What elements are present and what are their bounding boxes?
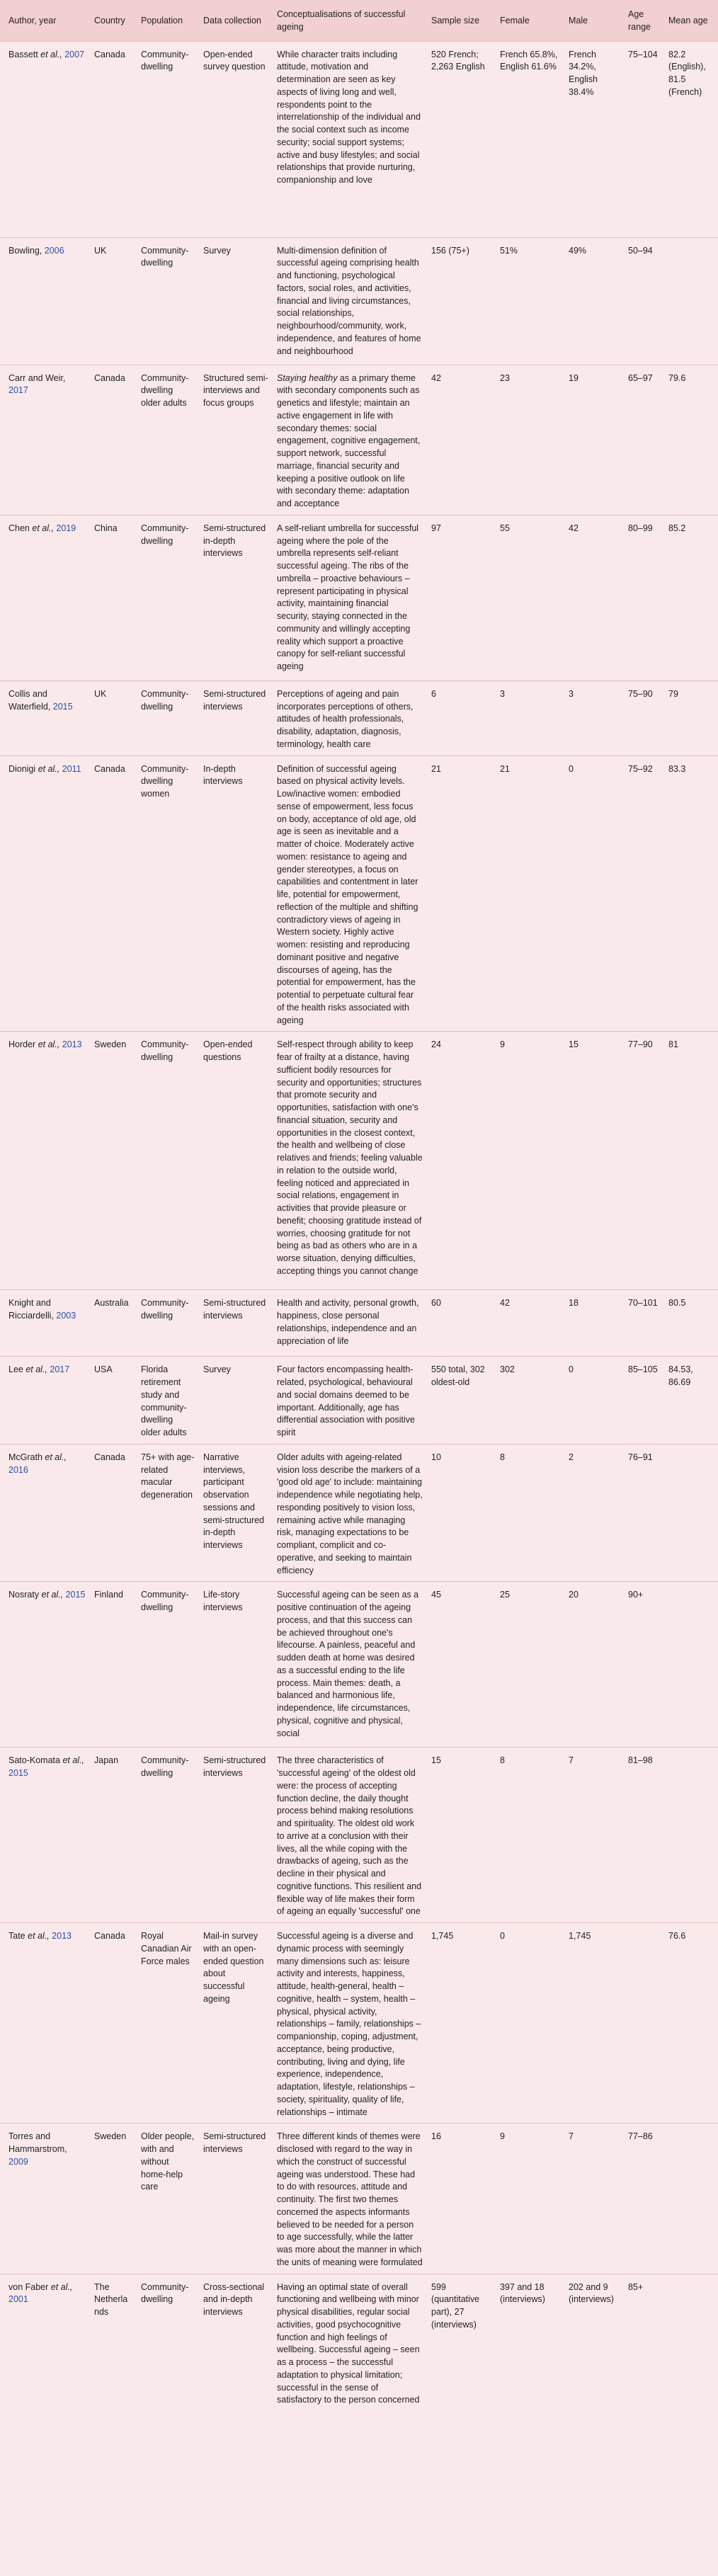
table-row	[0, 515, 718, 680]
cell-population: 75+ with age-related macular degeneration	[137, 1444, 199, 1582]
author-name: Chen	[8, 523, 30, 533]
author-etal: et al.,	[23, 1364, 47, 1375]
author-name: Bowling,	[8, 245, 42, 256]
cell-male: French 34.2%, English 38.4%	[564, 41, 624, 237]
cell-male: 202 and 9 (interviews)	[564, 2274, 624, 2411]
cell-population: Community-dwelling	[137, 41, 199, 237]
cell-conceptualisation	[273, 1032, 427, 1290]
cell-population: Royal Canadian Air Force males	[137, 1923, 199, 2124]
cell-mean-age: 82.2 (English), 81.5 (French)	[664, 41, 718, 237]
cell-sample-size: 10	[427, 1444, 496, 1582]
cell-country: Sweden	[90, 1032, 137, 1290]
cell-age-range: 77–86	[624, 2124, 664, 2274]
cell-mean-age	[664, 1582, 718, 1748]
header-sample-size: Sample size	[427, 0, 496, 41]
cell-female: 8	[496, 1748, 564, 1923]
cell-sample-size: 45	[427, 1582, 496, 1748]
table-row	[0, 2274, 718, 2411]
table-row	[0, 1582, 718, 1748]
author-name: Dionigi	[8, 763, 36, 774]
author-etal: et al.,	[38, 49, 62, 59]
cell-sample-size: 550 total, 302 oldest-old	[427, 1357, 496, 1444]
citation-year-link[interactable]: 2013	[62, 1039, 82, 1050]
cell-male: 18	[564, 1290, 624, 1357]
cell-mean-age: 79	[664, 680, 718, 756]
cell-population: Community-dwelling	[137, 1748, 199, 1923]
concept-emphasis: Staying healthy	[277, 372, 338, 383]
concept-text: Successful ageing can be seen as a positive continuation of the ageing process, and that this success can be achieved throughout one's lifecourse. A painless, peaceful and sudden death at home was desired as a successful ending to the life process. Main themes: death, a balanced and harmonious life, independence, life circumstances, physical, cognitive and physical, social	[277, 1590, 419, 1738]
header-data-collection: Data collection	[199, 0, 273, 41]
header-female: Female	[496, 0, 564, 41]
concept-text: The three characteristics of 'successful ageing' of the oldest old were: the process of accepting function decline, the daily thought process behind making resolutions and spirituality. The oldest old work to arrive at a conclusion with their lives, all the while coping with the drawbacks of ageing, such as the decline in their physical and cognitive functions. This resilient and flexible way of life makes their form of ageing an equally 'successful' one	[277, 1755, 422, 1917]
cell-country: Canada	[90, 365, 137, 515]
header-male: Male	[564, 0, 624, 41]
cell-age-range: 75–92	[624, 756, 664, 1032]
cell-population: Community-dwelling	[137, 2274, 199, 2411]
cell-female: 9	[496, 2124, 564, 2274]
cell-sample-size: 97	[427, 515, 496, 680]
cell-mean-age: 80.5	[664, 1290, 718, 1357]
concept-text: Older adults with ageing-related vision loss describe the markers of a 'good old age' to include: maintaining independence while negotiating help, responding positively to vision loss, remaining active while managing risk, managing expectations to be compliant, complicit and co-operative, and seeking to maintain efficiency	[277, 1452, 423, 1575]
cell-country: Canada	[90, 41, 137, 237]
cell-country: UK	[90, 237, 137, 365]
cell-male: 42	[564, 515, 624, 680]
cell-age-range: 81–98	[624, 1748, 664, 1923]
cell-conceptualisation	[273, 1748, 427, 1923]
table-row	[0, 1748, 718, 1923]
cell-age-range: 85+	[624, 2274, 664, 2411]
cell-data-collection: In-depth interviews	[199, 756, 273, 1032]
cell-population: Community-dwelling	[137, 237, 199, 365]
author-name: Horder	[8, 1039, 36, 1050]
cell-country: Sweden	[90, 2124, 137, 2274]
cell-author-year	[0, 1357, 90, 1444]
table-row	[0, 680, 718, 756]
cell-conceptualisation	[273, 365, 427, 515]
cell-data-collection: Semi-structured interviews	[199, 2124, 273, 2274]
cell-author-year	[0, 1032, 90, 1290]
author-name: McGrath	[8, 1452, 42, 1462]
author-etal: et al.,	[59, 1755, 85, 1766]
cell-female: 0	[496, 1923, 564, 2124]
cell-mean-age: 81	[664, 1032, 718, 1290]
cell-male: 49%	[564, 237, 624, 365]
cell-male: 20	[564, 1582, 624, 1748]
cell-population: Community-dwelling	[137, 1582, 199, 1748]
cell-author-year	[0, 2274, 90, 2411]
cell-conceptualisation	[273, 680, 427, 756]
cell-population: Community-dwelling older adults	[137, 365, 199, 515]
concept-text: Three different kinds of themes were disclosed with regard to the way in which the construct of successful ageing was understood. These had to do with resources, attitude and continuity. The first two themes concerned the aspects informants believed to be needed for a person to age successfully, while the latter was more about the manner in which the units of meaning were formulated	[277, 2131, 423, 2267]
cell-mean-age	[664, 1444, 718, 1582]
cell-country: Canada	[90, 1444, 137, 1582]
cell-data-collection: Survey	[199, 1357, 273, 1444]
cell-sample-size: 16	[427, 2124, 496, 2274]
citation-year-link[interactable]: 2015	[52, 701, 73, 712]
table-row	[0, 2124, 718, 2274]
table-row	[0, 756, 718, 1032]
cell-age-range: 76–91	[624, 1444, 664, 1582]
cell-mean-age: 76.6	[664, 1923, 718, 2124]
cell-mean-age: 84.53, 86.69	[664, 1357, 718, 1444]
table-row	[0, 1923, 718, 2124]
header-author-year: Author, year	[0, 0, 90, 41]
cell-male: 15	[564, 1032, 624, 1290]
cell-country: Finland	[90, 1582, 137, 1748]
citation-year-link[interactable]: 2016	[8, 1464, 28, 1475]
author-etal: et al.,	[35, 763, 60, 774]
cell-conceptualisation	[273, 756, 427, 1032]
cell-author-year	[0, 1290, 90, 1357]
header-country: Country	[90, 0, 137, 41]
cell-sample-size: 156 (75+)	[427, 237, 496, 365]
cell-country: Canada	[90, 1923, 137, 2124]
cell-age-range: 50–94	[624, 237, 664, 365]
cell-author-year	[0, 237, 90, 365]
author-name: Knight and Ricciardelli,	[8, 1298, 54, 1321]
cell-data-collection: Semi-structured interviews	[199, 680, 273, 756]
cell-mean-age: 79.6	[664, 365, 718, 515]
cell-conceptualisation	[273, 1923, 427, 2124]
cell-country: China	[90, 515, 137, 680]
cell-author-year	[0, 515, 90, 680]
cell-sample-size: 6	[427, 680, 496, 756]
concept-text: Health and activity, personal growth, happiness, close personal relationships, independence and an appreciation of life	[277, 1298, 419, 1346]
cell-sample-size: 60	[427, 1290, 496, 1357]
cell-data-collection: Survey	[199, 237, 273, 365]
author-etal: et al.,	[39, 1590, 64, 1600]
cell-country: USA	[90, 1357, 137, 1444]
concept-text: Having an optimal state of overall functioning and wellbeing with minor physical disabilities, regular social activities, good psychocognitive function and high feelings of wellbeing. Successful ageing – seen as a process – the successful adaptation to physical limitation; successful in the sense of satisfactory to the person concerned	[277, 2281, 420, 2405]
author-etal: et al.,	[48, 2281, 73, 2292]
cell-population: Community-dwelling	[137, 515, 199, 680]
cell-conceptualisation	[273, 2124, 427, 2274]
cell-female: 8	[496, 1444, 564, 1582]
cell-author-year	[0, 756, 90, 1032]
concept-text: Self-respect through ability to keep fear of frailty at a distance, having sufficient bodily resources for security and opportunities; structures that promote security and opportunities, satisfaction with one's financial situation, security and opportunities in the closest context, the health and wellbeing of close relatives and friends; feeling valuable in relation to the outside world, feeling noticed and appreciated in social relations, engagement in activities that provide pleasure or benefit; choosing gratitude instead of worries, choosing gratitude for not being as bad as others who are in a worse situation, denying difficulties, accepting things you cannot change	[277, 1039, 423, 1276]
cell-conceptualisation	[273, 1582, 427, 1748]
citation-year-link[interactable]: 2017	[8, 385, 28, 396]
cell-conceptualisation	[273, 515, 427, 680]
cell-female: 9	[496, 1032, 564, 1290]
cell-conceptualisation	[273, 41, 427, 237]
header-population: Population	[137, 0, 199, 41]
cell-male: 3	[564, 680, 624, 756]
author-name: Nosraty	[8, 1590, 40, 1600]
concept-text: Definition of successful ageing based on physical activity levels. Low/inactive women: embodied sense of empowerment, less focus on body, acceptance of old age, old age is seen as inevitable and a matter of choice. Moderately active women: resistance to ageing and gender stereotypes, a focus on capabilities and contentment in later life, potential for empowerment, reflection of the multiple and shifting contradictory views of ageing in Western society. Highly active women: resisting and reproducing dominant positive and negative discourses of ageing, has the potential for empowerment, has the potential to perpetuate cultural fear of the health risks associated with ageing	[277, 763, 418, 1025]
author-etal: et al.,	[42, 1452, 67, 1462]
cell-female: 21	[496, 756, 564, 1032]
cell-age-range: 65–97	[624, 365, 664, 515]
cell-data-collection: Open-ended questions	[199, 1032, 273, 1290]
cell-conceptualisation	[273, 1290, 427, 1357]
citation-year-link[interactable]: 2003	[56, 1311, 76, 1321]
table-row	[0, 1357, 718, 1444]
author-name: von Faber	[8, 2281, 49, 2292]
cell-data-collection: Narrative interviews, participant observation sessions and semi-structured in-depth interviews	[199, 1444, 273, 1582]
cell-mean-age	[664, 1748, 718, 1923]
header-conceptualisation: Conceptualisations of successful ageing	[273, 0, 427, 41]
citation-year-link[interactable]: 2009	[8, 2156, 28, 2167]
cell-age-range: 77–90	[624, 1032, 664, 1290]
cell-data-collection: Structured semi-interviews and focus groups	[199, 365, 273, 515]
cell-male: 0	[564, 756, 624, 1032]
cell-population: Community-dwelling	[137, 680, 199, 756]
cell-data-collection: Life-story interviews	[199, 1582, 273, 1748]
cell-population: Florida retirement study and community-dwelling older adults	[137, 1357, 199, 1444]
cell-author-year	[0, 1748, 90, 1923]
concept-text: Multi-dimension definition of successful ageing comprising health and functioning, psychological factors, social roles, and activities, financial and living circumstances, social relationships, neighbourhood/community, work, independence, and features of home and neighbourhood	[277, 245, 421, 356]
cell-population: Community-dwelling women	[137, 756, 199, 1032]
cell-age-range: 70–101	[624, 1290, 664, 1357]
cell-author-year	[0, 1923, 90, 2124]
cell-country: UK	[90, 680, 137, 756]
cell-female: 397 and 18 (interviews)	[496, 2274, 564, 2411]
citation-year-link[interactable]: 2015	[65, 1590, 86, 1600]
cell-age-range: 80–99	[624, 515, 664, 680]
cell-country: Japan	[90, 1748, 137, 1923]
cell-age-range	[624, 1923, 664, 2124]
cell-conceptualisation	[273, 2274, 427, 2411]
cell-male: 7	[564, 1748, 624, 1923]
citation-year-link[interactable]: 2013	[52, 1931, 72, 1941]
cell-conceptualisation	[273, 237, 427, 365]
citation-year-link[interactable]: 2011	[62, 763, 81, 774]
cell-sample-size: 21	[427, 756, 496, 1032]
cell-female: 3	[496, 680, 564, 756]
cell-female: 23	[496, 365, 564, 515]
cell-female: 42	[496, 1290, 564, 1357]
cell-data-collection: Semi-structured interviews	[199, 1290, 273, 1357]
cell-female: 25	[496, 1582, 564, 1748]
cell-author-year	[0, 41, 90, 237]
author-name: Sato-Komata	[8, 1755, 60, 1766]
cell-mean-age	[664, 237, 718, 365]
table-row	[0, 41, 718, 237]
table-row	[0, 365, 718, 515]
cell-age-range: 75–90	[624, 680, 664, 756]
cell-mean-age	[664, 2274, 718, 2411]
concept-text: Perceptions of ageing and pain incorporates perceptions of others, attitudes of health professionals, disability, adaptation, diagnosis, terminology, health care	[277, 688, 414, 749]
cell-data-collection: Semi-structured interviews	[199, 1748, 273, 1923]
cell-sample-size: 520 French; 2,263 English	[427, 41, 496, 237]
cell-male: 19	[564, 365, 624, 515]
cell-data-collection: Open-ended survey question	[199, 41, 273, 237]
cell-author-year	[0, 680, 90, 756]
cell-data-collection: Mail-in survey with an open-ended question about successful ageing	[199, 1923, 273, 2124]
author-name: Bassett	[8, 49, 38, 59]
cell-conceptualisation	[273, 1444, 427, 1582]
header-mean-age: Mean age	[664, 0, 718, 41]
author-name: Torres and Hammarstrom,	[8, 2131, 67, 2154]
cell-population: Older people, with and without home-help care	[137, 2124, 199, 2274]
cell-male: 2	[564, 1444, 624, 1582]
cell-male: 7	[564, 2124, 624, 2274]
cell-author-year	[0, 1444, 90, 1582]
table-row	[0, 1444, 718, 1582]
cell-male: 0	[564, 1357, 624, 1444]
cell-female: 55	[496, 515, 564, 680]
table-row	[0, 237, 718, 365]
cell-data-collection: Cross-sectional and in-depth interviews	[199, 2274, 273, 2411]
header-row	[0, 0, 718, 41]
cell-mean-age	[664, 2124, 718, 2274]
cell-population: Community-dwelling	[137, 1032, 199, 1290]
cell-age-range: 75–104	[624, 41, 664, 237]
concept-text: While character traits including attitude, motivation and determination are seen as key aspects of living long and well, respondents point to the interrelationship of the individual and the social context such as income security; social support systems; active and busy lifestyles; and social relationships that provide nurturing, companionship and love	[277, 49, 421, 185]
concept-text: Four factors encompassing health-related, psychological, behavioural and social domains deemed to be important. Additionally, age has differential association with positive spirit	[277, 1364, 416, 1437]
cell-age-range: 90+	[624, 1582, 664, 1748]
cell-female: French 65.8%, English 61.6%	[496, 41, 564, 237]
cell-female: 302	[496, 1357, 564, 1444]
cell-mean-age: 85.2	[664, 515, 718, 680]
header-age-range: Age range	[624, 0, 664, 41]
citation-year-link[interactable]: 2015	[8, 1768, 28, 1778]
concept-text: as a primary theme with secondary components such as genetics and lifestyle; maintain an active engagement in life with secondary themes: social engagement, cognitive engagement, support network, successful marriage, financial security and keeping a positive outlook on life with secondary theme: adaptation and acceptance	[277, 372, 421, 508]
cell-country: Canada	[90, 756, 137, 1032]
author-name: Carr and Weir,	[8, 372, 66, 383]
author-name: Lee	[8, 1364, 23, 1375]
cell-sample-size: 1,745	[427, 1923, 496, 2124]
citation-year-link[interactable]: 2019	[56, 523, 76, 533]
citation-year-link[interactable]: 2006	[44, 245, 64, 256]
cell-sample-size: 15	[427, 1748, 496, 1923]
cell-sample-size: 42	[427, 365, 496, 515]
author-etal: et al.,	[25, 1931, 50, 1941]
cell-age-range: 85–105	[624, 1357, 664, 1444]
author-etal: et al.,	[35, 1039, 60, 1050]
cell-mean-age: 83.3	[664, 756, 718, 1032]
table-row	[0, 1290, 718, 1357]
citation-year-link[interactable]: 2017	[50, 1364, 70, 1375]
cell-female: 51%	[496, 237, 564, 365]
concept-text: A self-reliant umbrella for successful ageing where the pole of the umbrella represents self-reliant successful ageing. The ribs of the umbrella – proactive behaviours – represent participating in physical activity, maintaining financial security, staying connected in the community and willingly accepting reality which support a proactive canopy for self-reliant successful ageing	[277, 523, 419, 671]
cell-sample-size: 599 (quantitative part), 27 (interviews)	[427, 2274, 496, 2411]
cell-data-collection: Semi-structured in-depth interviews	[199, 515, 273, 680]
cell-population: Community-dwelling	[137, 1290, 199, 1357]
citation-year-link[interactable]: 2001	[8, 2294, 28, 2305]
author-etal: et al.,	[29, 523, 54, 533]
cell-author-year	[0, 1582, 90, 1748]
author-name: Collis and Waterfield,	[8, 688, 51, 712]
cell-male: 1,745	[564, 1923, 624, 2124]
cell-country: Australia	[90, 1290, 137, 1357]
cell-sample-size: 24	[427, 1032, 496, 1290]
cell-conceptualisation	[273, 1357, 427, 1444]
concept-text: Successful ageing is a diverse and dynamic process with seemingly many dimensions such as: leisure activity and interests, happiness, attitude, health-general, health – cognitive, health – system, health – physical, physical activity, relationships – family, relationships – companionship, coping, adjustment, acceptance, being productive, contributing, living and dying, life experience, independence, adaptation, lifestyle, relationships – society, spirituality, quality of life, relationships – intimate	[277, 1931, 421, 2117]
cell-author-year	[0, 2124, 90, 2274]
cell-country: The Netherlands	[90, 2274, 137, 2411]
cell-author-year	[0, 365, 90, 515]
author-name: Tate	[8, 1931, 25, 1941]
citation-year-link[interactable]: 2007	[64, 49, 85, 59]
table-row	[0, 1032, 718, 1290]
